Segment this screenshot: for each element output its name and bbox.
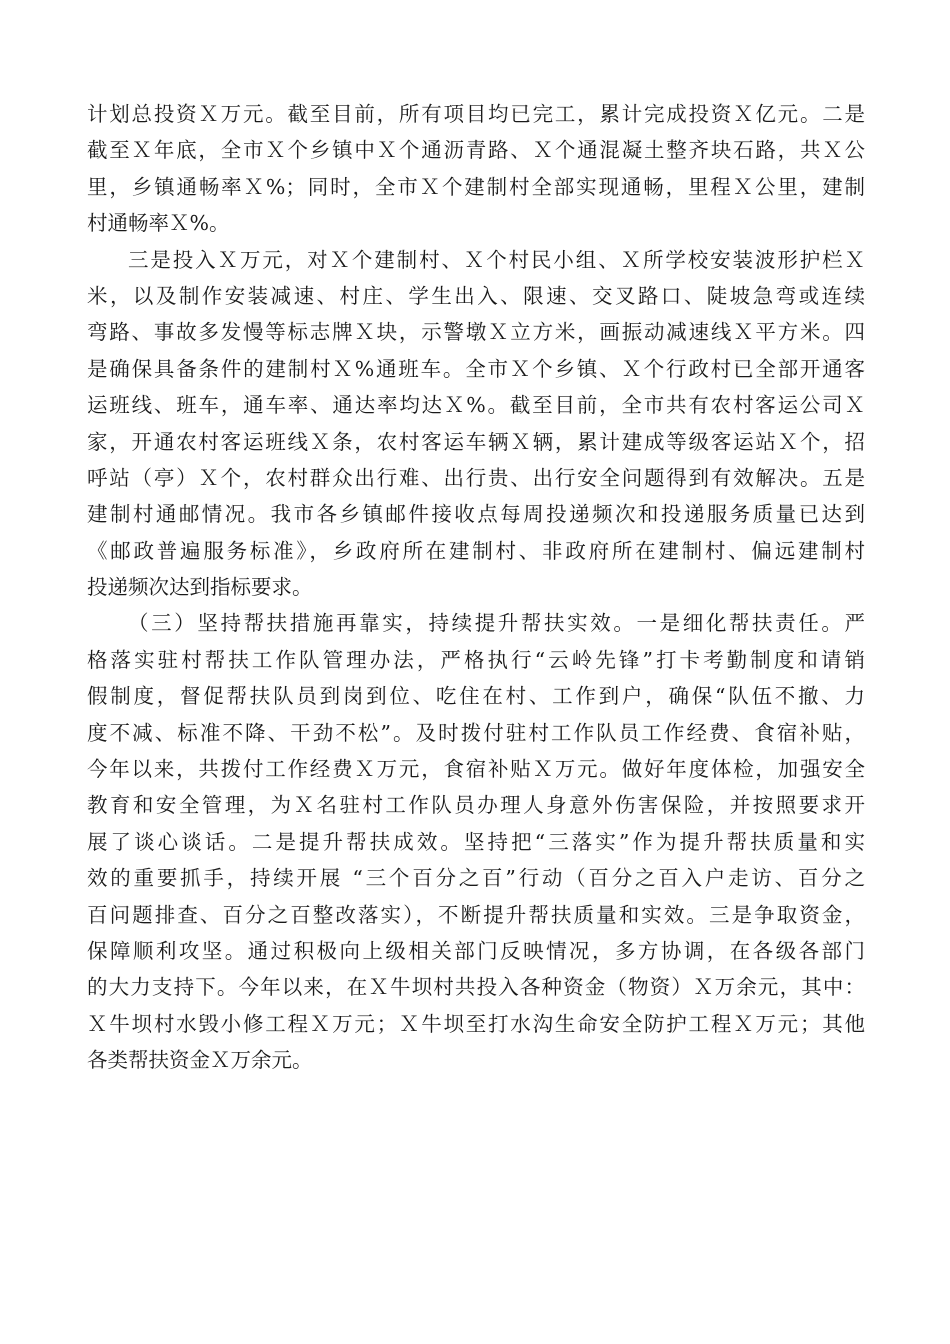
text-line: 呼站（亭）Ｘ个，农村群众出行难、出行贵、出行安全问题得到有效解决。五是	[87, 465, 865, 490]
paragraph	[87, 242, 865, 606]
text-line: 今年以来，共拨付工作经费Ｘ万元，食宿补贴Ｘ万元。做好年度体检，加强安全	[87, 757, 865, 782]
text-line: 村通畅率Ｘ%。	[87, 211, 230, 236]
text-line: 弯路、事故多发慢等标志牌Ｘ块，示警墩Ｘ立方米，画振动减速线Ｘ平方米。四	[87, 320, 865, 345]
text-line: 的大力支持下。今年以来，在Ｘ牛坝村共投入各种资金（物资）Ｘ万余元，其中：	[87, 975, 865, 1000]
text-line: 《邮政普遍服务标准》，乡政府所在建制村、非政府所在建制村、偏远建制村	[87, 538, 865, 563]
paragraph	[87, 96, 865, 242]
text-line: 计划总投资Ｘ万元。截至目前，所有项目均已完工，累计完成投资Ｘ亿元。二是	[87, 102, 865, 126]
text-line: 度不减、标准不降、干劲不松”。及时拨付驻村工作队员工作经费、食宿补贴，	[87, 720, 865, 745]
text-line: 保障顺利攻坚。通过积极向上级相关部门反映情况，多方协调，在各级各部门	[87, 938, 865, 963]
text-line: 是确保具备条件的建制村Ｘ%通班车。全市Ｘ个乡镇、Ｘ个行政村已全部开通客	[87, 356, 865, 381]
text-line: 百问题排查、百分之百整改落实），不断提升帮扶质量和实效。三是争取资金，	[87, 902, 865, 927]
text-line: 运班线、班车，通车率、通达率均达Ｘ%。截至目前，全市共有农村客运公司Ｘ	[87, 393, 865, 418]
text-line: 效的重要抓手，持续开展 “三个百分之百”行动（百分之百入户走访、百分之	[87, 866, 865, 891]
text-line: 各类帮扶资金Ｘ万余元。	[87, 1048, 313, 1073]
text-line: 教育和安全管理，为Ｘ名驻村工作队员办理人身意外伤害保险，并按照要求开	[87, 793, 865, 818]
document-body	[87, 96, 865, 1079]
text-line: 建制村通邮情况。我市各乡镇邮件接收点每周投递频次和投递服务质量已达到	[87, 502, 865, 527]
text-line: 截至Ｘ年底，全市Ｘ个乡镇中Ｘ个通沥青路、Ｘ个通混凝土整齐块石路，共Ｘ公	[87, 138, 865, 163]
text-line: （三）坚持帮扶措施再靠实，持续提升帮扶实效。一是细化帮扶责任。严	[128, 611, 865, 636]
text-line: Ｘ牛坝村水毁小修工程Ｘ万元；Ｘ牛坝至打水沟生命安全防护工程Ｘ万元；其他	[87, 1011, 865, 1036]
text-line: 三是投入Ｘ万元，对Ｘ个建制村、Ｘ个村民小组、Ｘ所学校安装波形护栏Ｘ	[128, 247, 865, 272]
paragraph	[87, 605, 865, 1078]
text-line: 格落实驻村帮扶工作队管理办法，严格执行“云岭先锋”打卡考勤制度和请销	[87, 647, 865, 672]
text-line: 投递频次达到指标要求。	[87, 575, 313, 600]
text-line: 家，开通农村客运班线Ｘ条，农村客运车辆Ｘ辆，累计建成等级客运站Ｘ个，招	[87, 429, 865, 454]
text-line: 展了谈心谈话。二是提升帮扶成效。坚持把“三落实”作为提升帮扶质量和实	[87, 829, 865, 854]
text-line: 米，以及制作安装减速、村庄、学生出入、限速、交叉路口、陡坡急弯或连续	[87, 283, 865, 308]
text-line: 假制度，督促帮扶队员到岗到位、吃住在村、工作到户，确保“队伍不撤、力	[87, 684, 865, 709]
text-line: 里，乡镇通畅率Ｘ%；同时，全市Ｘ个建制村全部实现通畅，里程Ｘ公里，建制	[87, 174, 865, 199]
